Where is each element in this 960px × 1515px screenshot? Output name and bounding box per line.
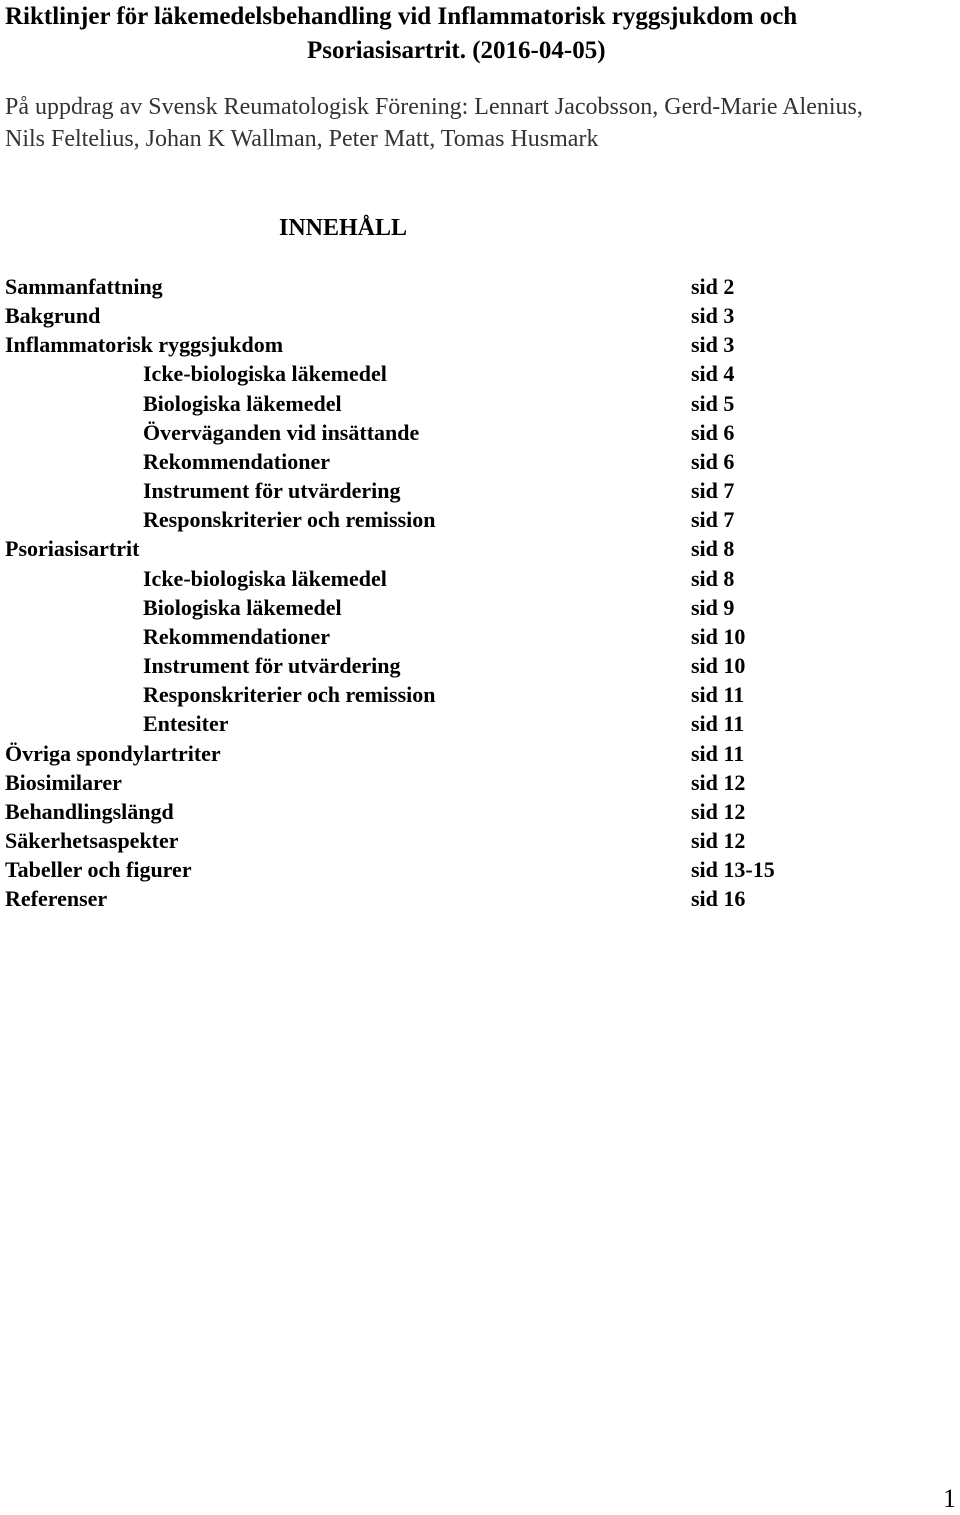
toc-entry-label: Icke-biologiska läkemedel	[143, 361, 387, 387]
toc-entry-label: Instrument för utvärdering	[143, 653, 401, 679]
toc-entry-page: sid 11	[691, 740, 745, 766]
toc-entry-label: Biosimilarer	[5, 769, 122, 795]
toc-entry-page: sid 13-15	[691, 857, 775, 883]
toc-entry	[5, 797, 955, 826]
toc-entry	[5, 593, 955, 622]
toc-entry-label: Biologiska läkemedel	[143, 390, 342, 416]
toc-entry-page: sid 8	[691, 565, 735, 591]
toc-entry-page: sid 11	[691, 682, 745, 708]
toc-entry-page: sid 9	[691, 594, 735, 620]
toc-entry-page: sid 8	[691, 536, 735, 562]
toc-entry-page: sid 6	[691, 448, 735, 474]
document-title-line-2: Psoriasisartrit. (2016-04-05)	[307, 37, 606, 64]
toc-entry	[5, 680, 955, 709]
toc-entry	[5, 651, 955, 680]
toc-entry	[5, 826, 955, 855]
toc-entry-label: Behandlingslängd	[5, 798, 174, 824]
toc-entry-label: Bakgrund	[5, 303, 101, 329]
toc-entry-page: sid 6	[691, 419, 735, 445]
toc-entry-label: Biologiska läkemedel	[143, 594, 342, 620]
toc-entry-label: Responskriterier och remission	[143, 507, 436, 533]
toc-entry-label: Säkerhetsaspekter	[5, 827, 179, 853]
toc-entry-label: Psoriasisartrit	[5, 536, 140, 562]
toc-entry-page: sid 16	[691, 886, 746, 912]
toc-entry	[5, 359, 955, 388]
authors-paragraph	[5, 91, 955, 155]
toc-entry-label: Överväganden vid insättande	[143, 419, 420, 445]
toc-entry	[5, 505, 955, 534]
page-number: 1	[943, 1484, 956, 1513]
toc-entry	[5, 855, 955, 884]
toc-entry-page: sid 11	[691, 711, 745, 737]
toc-entry	[5, 330, 955, 359]
toc-entry-page: sid 3	[691, 303, 735, 329]
toc-entry-page: sid 12	[691, 769, 746, 795]
toc-entry	[5, 884, 955, 913]
toc-entry	[5, 709, 955, 738]
toc-entry-label: Referenser	[5, 886, 108, 912]
toc-entry-label: Sammanfattning	[5, 274, 163, 299]
toc-entry	[5, 739, 955, 768]
toc-entry-label: Rekommendationer	[143, 448, 330, 474]
toc-entry-label: Tabeller och figurer	[5, 857, 192, 883]
authors-line-2: Nils Feltelius, Johan K Wallman, Peter Matt, Tomas Husmark	[5, 126, 599, 152]
document-title-line-1: Riktlinjer för läkemedelsbehandling vid Inflammatorisk ryggsjukdom och	[5, 3, 798, 30]
toc-entry	[5, 447, 955, 476]
toc-entry-label: Övriga spondylartriter	[5, 740, 221, 766]
toc-entry-label: Inflammatorisk ryggsjukdom	[5, 332, 284, 358]
toc-entry	[5, 534, 955, 563]
toc-entry	[5, 301, 955, 330]
toc-entry	[5, 272, 955, 301]
toc-entry-page: sid 10	[691, 623, 746, 649]
toc-entry	[5, 564, 955, 593]
toc-entry-label: Rekommendationer	[143, 623, 330, 649]
toc-entry	[5, 768, 955, 797]
toc-entry-page: sid 5	[691, 390, 735, 416]
table-of-contents	[5, 272, 955, 913]
toc-entry	[5, 418, 955, 447]
toc-heading: INNEHÅLL	[279, 215, 408, 241]
toc-entry-page: sid 2	[691, 274, 735, 299]
toc-entry-page: sid 10	[691, 653, 746, 679]
toc-entry-label: Icke-biologiska läkemedel	[143, 565, 387, 591]
document-title	[5, 0, 955, 68]
toc-entry	[5, 476, 955, 505]
toc-entry-label: Responskriterier och remission	[143, 682, 436, 708]
authors-line-1: På uppdrag av Svensk Reumatologisk Förening: Lennart Jacobsson, Gerd-Marie Alenius,	[5, 94, 863, 120]
toc-entry-page: sid 7	[691, 507, 735, 533]
toc-entry-page: sid 7	[691, 478, 735, 504]
toc-entry-page: sid 12	[691, 798, 746, 824]
toc-entry-page: sid 3	[691, 332, 735, 358]
toc-entry-label: Entesiter	[143, 711, 229, 737]
toc-entry	[5, 622, 955, 651]
toc-entry-page: sid 12	[691, 827, 746, 853]
toc-entry-page: sid 4	[691, 361, 735, 387]
toc-entry	[5, 389, 955, 418]
toc-entry-label: Instrument för utvärdering	[143, 478, 401, 504]
